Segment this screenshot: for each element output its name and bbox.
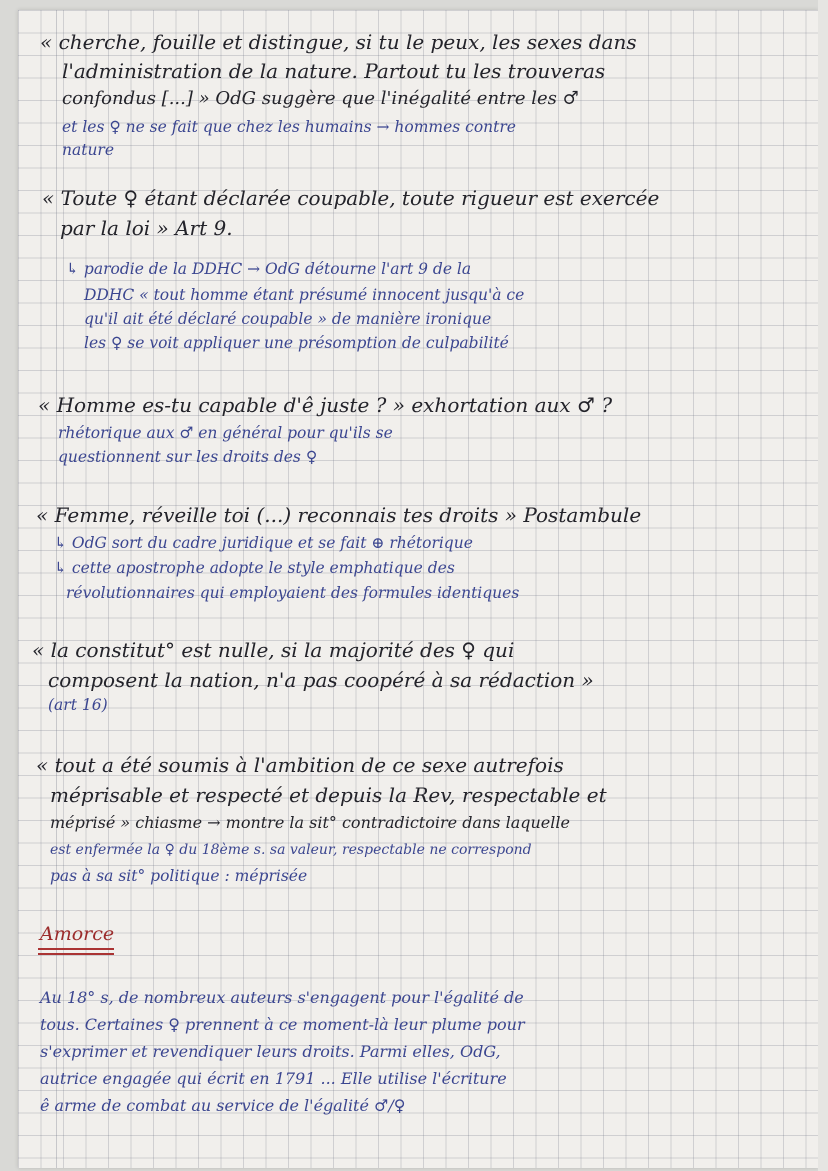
quote5-line-2: composent la nation, n'a pas coopéré à sa rédaction » bbox=[48, 668, 594, 692]
amorce-line-2: tous. Certaines ♀ prennent à ce moment-là leur plume pour bbox=[40, 1015, 525, 1034]
quote2-note-2: DDHC « tout homme étant présumé innocent jusqu'à ce bbox=[84, 286, 525, 304]
page-edge bbox=[818, 0, 828, 1171]
quote5-line-3: (art 16) bbox=[48, 696, 108, 714]
quote1-note-1: et les ♀ ne se fait que chez les humains → hommes contre bbox=[62, 118, 516, 136]
amorce-heading: Amorce bbox=[40, 923, 115, 945]
quote5-line-1: « la constitut° est nulle, si la majorité des ♀ qui bbox=[32, 638, 515, 662]
quote2-line-2: par la loi » Art 9. bbox=[60, 216, 233, 240]
quote4-note-1: ↳ OdG sort du cadre juridique et se fait ⊕ rhétorique bbox=[54, 534, 473, 552]
quote1-line-1: « cherche, fouille et distingue, si tu le peux, les sexes dans bbox=[40, 30, 637, 54]
amorce-line-4: autrice engagée qui écrit en 1791 ... Elle utilise l'écriture bbox=[40, 1069, 507, 1088]
quote6-line-2: méprisable et respecté et depuis la Rev, respectable et bbox=[50, 783, 607, 807]
quote4-note-3: révolutionnaires qui employaient des formules identiques bbox=[66, 584, 520, 602]
amorce-underline-1 bbox=[38, 948, 114, 950]
quote6-line-3: méprisé » chiasme → montre la sit° contradictoire dans laquelle bbox=[50, 813, 570, 832]
quote2-note-4: les ♀ se voit appliquer une présomption de culpabilité bbox=[84, 334, 509, 352]
quote2-line-1: « Toute ♀ étant déclarée coupable, toute rigueur est exercée bbox=[42, 186, 660, 210]
amorce-line-3: s'exprimer et revendiquer leurs droits. Parmi elles, OdG, bbox=[40, 1042, 501, 1061]
notebook-page bbox=[18, 10, 818, 1168]
quote4-note-2: ↳ cette apostrophe adopte le style emphatique des bbox=[54, 559, 455, 577]
amorce-line-1: Au 18° s, de nombreux auteurs s'engagent pour l'égalité de bbox=[40, 988, 524, 1007]
quote3-note-2: questionnent sur les droits des ♀ bbox=[58, 448, 318, 466]
quote3-note-1: rhétorique aux ♂ en général pour qu'ils se bbox=[58, 424, 393, 442]
quote1-line-3: confondus [...] » OdG suggère que l'inégalité entre les ♂ bbox=[62, 88, 579, 109]
quote6-line-1: « tout a été soumis à l'ambition de ce sexe autrefois bbox=[36, 753, 564, 777]
amorce-underline-2 bbox=[38, 953, 114, 955]
amorce-line-5: ê arme de combat au service de l'égalité ♂/♀ bbox=[40, 1096, 406, 1115]
quote2-note-1: ↳ parodie de la DDHC → OdG détourne l'art 9 de la bbox=[66, 260, 472, 278]
quote6-note-2: pas à sa sit° politique : méprisée bbox=[50, 867, 308, 885]
quote4-line-1: « Femme, réveille toi (...) reconnais tes droits » Postambule bbox=[36, 503, 642, 527]
quote1-line-2: l'administration de la nature. Partout tu les trouveras bbox=[62, 59, 606, 83]
quote2-note-3: qu'il ait été déclaré coupable » de manière ironique bbox=[84, 310, 492, 328]
quote3-line-1: « Homme es-tu capable d'ê juste ? » exhortation aux ♂ ? bbox=[38, 393, 613, 417]
quote6-note-1: est enfermée la ♀ du 18ème s. sa valeur, respectable ne correspond bbox=[50, 842, 532, 858]
quote1-note-2: nature bbox=[62, 141, 115, 159]
